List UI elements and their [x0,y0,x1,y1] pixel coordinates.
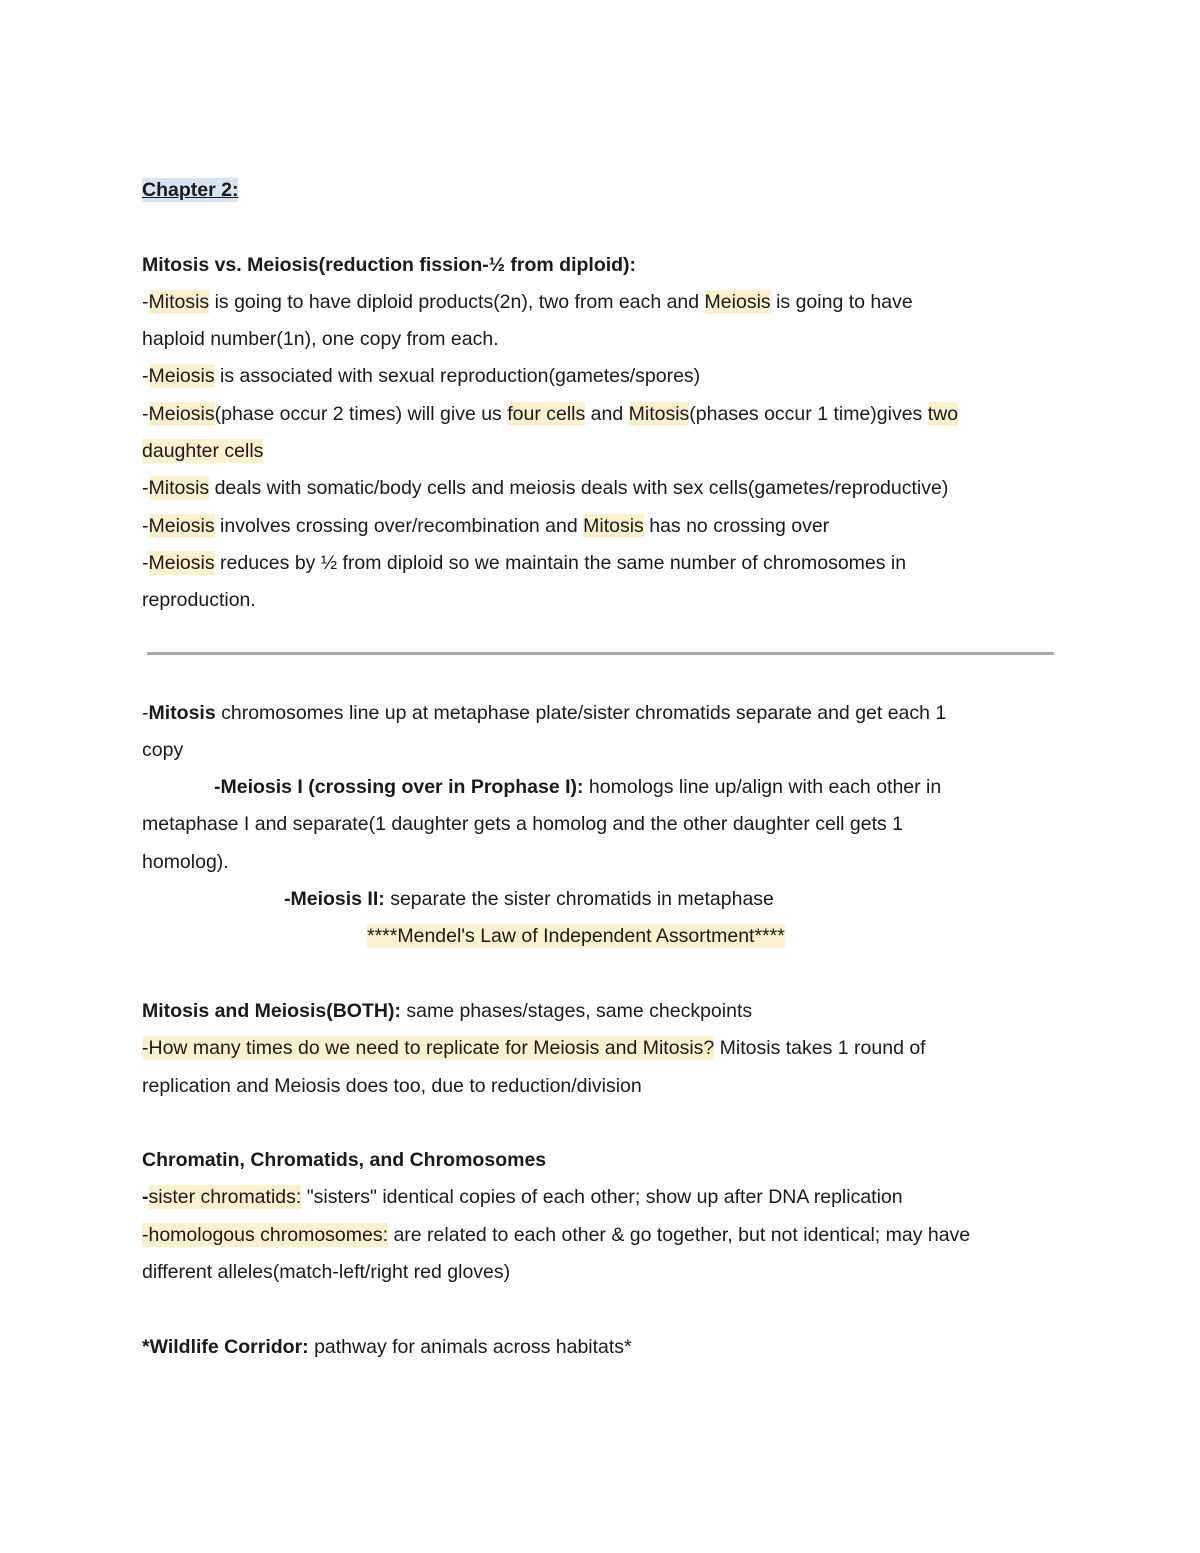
text-run: homologs line up/align with each other in [583,776,942,799]
highlighted-text: -How many times do we need to replicate for Meiosis and Mitosis? [142,1037,715,1060]
spacer [142,209,1062,246]
paragraph-line [142,396,1062,433]
text-run: (phase occur 2 times) will give us [214,402,508,425]
text-run: - [142,701,149,724]
highlighted-text: Meiosis [148,514,215,537]
highlighted-text: two [927,402,959,425]
paragraph-line [142,358,1062,395]
paragraph-line: reproduction. [142,589,256,612]
paragraph-line [142,695,1062,732]
text-run: chromosomes line up at metaphase plate/sister chromatids separate and get each 1 [215,701,947,724]
bold-text: - [142,1186,149,1209]
spacer [142,1291,1062,1328]
text-run: separate the sister chromatids in metaphase [384,888,774,911]
highlighted-text: Meiosis [148,402,215,425]
paragraph-line: homolog). [142,850,229,873]
highlighted-text: Meiosis [148,551,215,574]
text-run: - [142,551,149,574]
highlighted-text: sister chromatids: [148,1186,302,1209]
paragraph-line: replication and Meiosis does too, due to reduction/division [142,1074,642,1097]
bold-text: *Wildlife Corridor: [142,1335,309,1358]
mendel-law-note [142,918,1062,955]
text-run: involves crossing over/recombination and [214,514,584,537]
text-run: Chapter 2: [142,179,239,201]
paragraph-line: haploid number(1n), one copy from each. [142,328,499,351]
paragraph-line: copy [142,738,184,761]
text-run: same phases/stages, same checkpoints [400,999,753,1022]
chapter-title [142,172,1062,209]
text-run: - [142,402,149,425]
spacer [142,1105,1062,1142]
section-heading-chromatin: Chromatin, Chromatids, and Chromosomes [142,1149,547,1172]
text-run: and [585,402,629,425]
highlighted-text: Mitosis [148,290,210,313]
text-run: pathway for animals across habitats* [308,1335,632,1358]
highlighted-text: Mitosis [583,514,644,537]
paragraph-line [142,1179,1062,1216]
text-run: are related to each other & go together, but not identical; may have [388,1223,971,1246]
paragraph-line [142,470,1062,507]
paragraph-line: different alleles(match-left/right red gloves) [142,1261,511,1284]
text-run: - [142,514,149,537]
highlighted-text: four cells [507,402,586,425]
paragraph-line [142,1217,1062,1254]
text-run: is going to have diploid products(2n), two from each and [209,290,705,313]
horizontal-divider [142,620,1062,695]
paragraph-line [142,284,1062,321]
paragraph-line: metaphase I and separate(1 daughter gets a homolog and the other daughter cell gets 1 [142,813,904,836]
text-run: is going to have [770,290,913,313]
highlighted-text: Mitosis [148,477,210,500]
paragraph-line [142,993,1062,1030]
text-run: - [142,290,149,313]
paragraph-line [142,1030,1062,1067]
highlighted-text: -homologous chromosomes: [142,1223,389,1246]
bold-text: Mitosis and Meiosis(BOTH): [142,999,401,1022]
highlighted-text: daughter cells [142,440,264,463]
text-run: - [142,365,149,388]
highlighted-text: ****Mendel's Law of Independent Assortment**** [367,925,785,948]
paragraph-line [142,545,1062,582]
highlighted-text: Meiosis [704,290,771,313]
section-heading-mitosis-vs-meiosis: Mitosis vs. Meiosis(reduction fission-½ from diploid): [142,253,637,276]
bold-text: Mitosis [148,701,216,724]
paragraph-line [142,881,1062,918]
paragraph-line [142,769,1062,806]
text-run: - [142,477,149,500]
bold-text: -Meiosis II: [284,888,385,911]
spacer [142,956,1062,993]
bold-text: -Meiosis I (crossing over in Prophase I): [214,776,584,799]
text-run: deals with somatic/body cells and meiosis deals with sex cells(gametes/reproductive) [209,477,949,500]
text-run: reduces by ½ from diploid so we maintain the same number of chromosomes in [214,551,907,574]
paragraph-line [142,1329,1062,1366]
text-run: (phases occur 1 time)gives [689,402,928,425]
document-body [142,172,1062,1366]
text-run: "sisters" identical copies of each other; show up after DNA replication [301,1186,903,1209]
text-run: has no crossing over [643,514,830,537]
text-run: is associated with sexual reproduction(gametes/spores) [214,365,701,388]
highlighted-text: Mitosis [628,402,690,425]
paragraph-line [142,508,1062,545]
paragraph-line [142,433,1062,470]
highlighted-text: Meiosis [148,365,215,388]
text-run: Mitosis takes 1 round of [714,1037,926,1060]
